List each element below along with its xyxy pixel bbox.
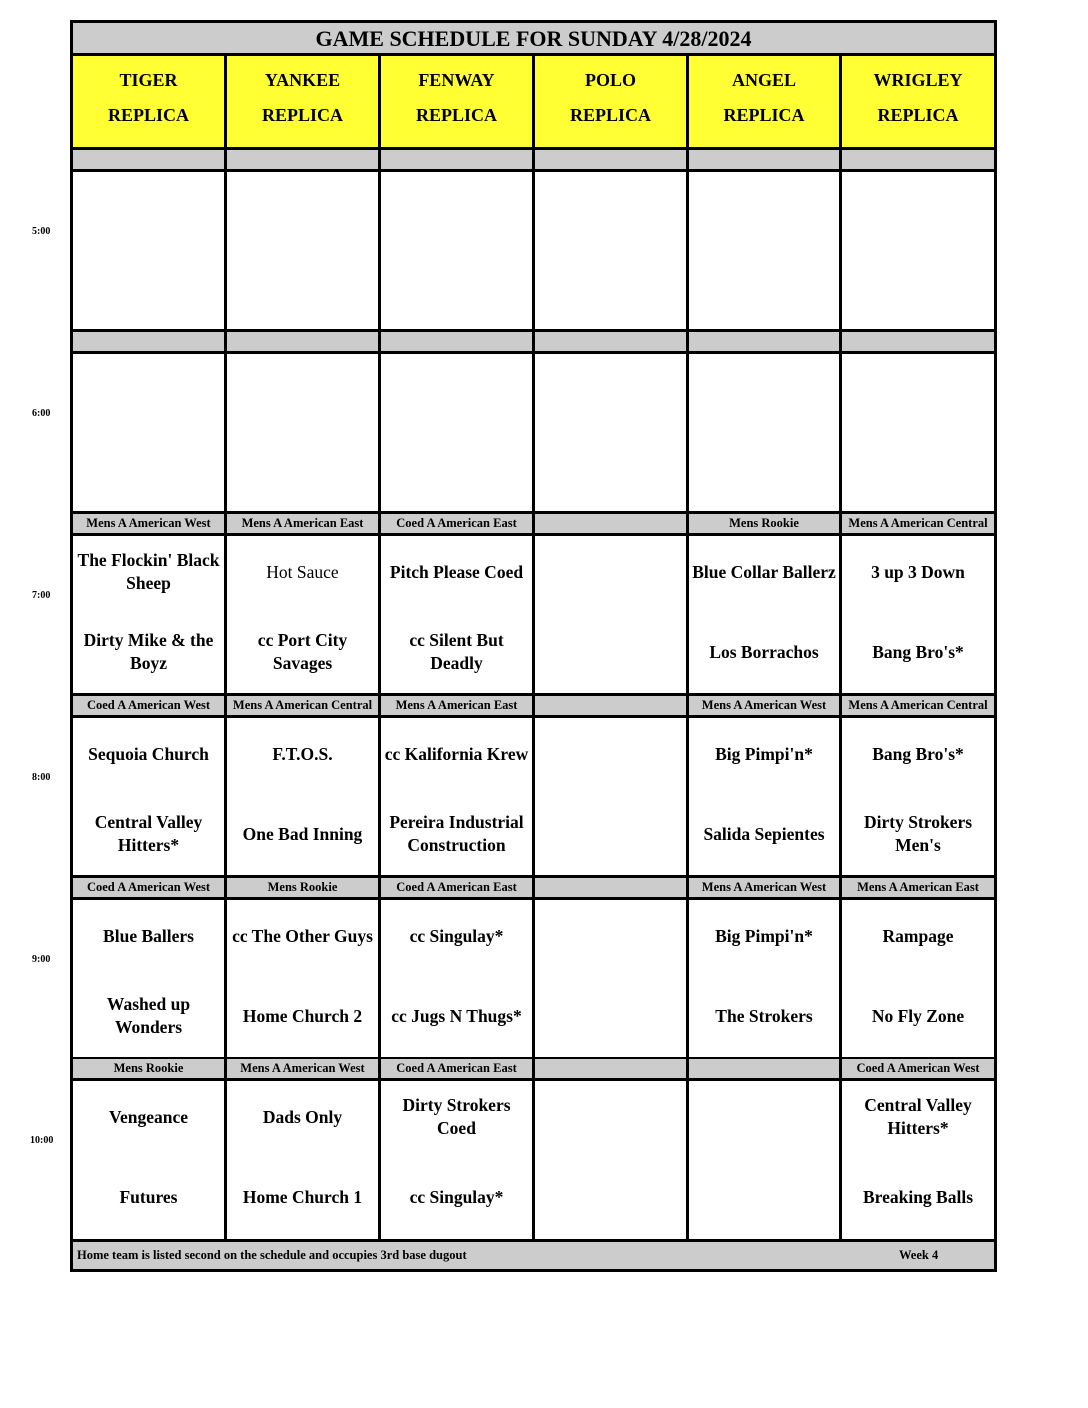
team-name: Dirty Strokers Coed — [402, 1095, 511, 1138]
away-team — [844, 728, 992, 780]
division-label — [535, 150, 689, 169]
home-team — [537, 990, 684, 1042]
division-label — [381, 150, 535, 169]
away-team — [383, 182, 530, 234]
game-cell — [381, 718, 535, 875]
game-cell — [689, 1081, 842, 1239]
home-team — [537, 626, 684, 678]
division-label: Mens A American East — [381, 696, 535, 715]
field-name: ANGEL — [731, 70, 796, 90]
team-name: Home Church 1 — [242, 1186, 363, 1207]
away-team — [844, 182, 992, 234]
home-team — [691, 990, 837, 1042]
game-cell — [227, 900, 381, 1057]
away-team — [844, 1091, 992, 1143]
footer — [73, 1242, 994, 1269]
home-team — [75, 444, 222, 496]
away-team — [229, 182, 376, 234]
away-team — [844, 546, 992, 598]
division-label — [227, 150, 381, 169]
home-team — [844, 990, 992, 1042]
home-team — [691, 808, 837, 860]
home-team — [75, 808, 222, 860]
team-name: cc Singulay* — [409, 1186, 504, 1207]
home-team — [229, 1171, 376, 1223]
division-label — [689, 332, 842, 351]
division-label — [535, 1059, 689, 1078]
team-name: Central Valley Hitters* — [864, 1095, 972, 1138]
game-cell — [227, 536, 381, 693]
game-cell — [535, 900, 689, 1057]
team-name: Pereira Industrial Construction — [389, 812, 524, 855]
division-label: Mens Rookie — [227, 878, 381, 897]
home-team — [844, 444, 992, 496]
division-label: Coed A American West — [73, 878, 227, 897]
home-team — [229, 990, 376, 1042]
division-label — [381, 332, 535, 351]
division-label: Coed A American East — [381, 878, 535, 897]
home-team — [537, 808, 684, 860]
team-name: Pitch Please Coed — [389, 561, 524, 582]
footer-note: Home team is listed second on the schedule and occupies 3rd base dugout — [77, 1248, 467, 1262]
game-cell — [73, 536, 227, 693]
team-name: The Strokers — [715, 1005, 813, 1026]
game-cell — [535, 718, 689, 875]
game-cell — [689, 354, 842, 511]
team-name: Rampage — [882, 925, 954, 946]
game-cell — [381, 1081, 535, 1239]
game-cell — [73, 718, 227, 875]
field-subtitle: REPLICA — [569, 105, 651, 125]
division-band — [73, 696, 994, 718]
away-team — [844, 364, 992, 416]
home-team — [383, 444, 530, 496]
team-name: Dirty Mike & the Boyz — [83, 630, 214, 673]
division-label: Mens Rookie — [689, 514, 842, 533]
away-team — [383, 1091, 530, 1143]
game-cell — [73, 354, 227, 511]
division-band — [73, 150, 994, 172]
away-team — [691, 728, 837, 780]
home-team — [75, 626, 222, 678]
away-team — [229, 1091, 376, 1143]
away-team — [537, 182, 684, 234]
away-team — [537, 910, 684, 962]
home-team — [383, 990, 530, 1042]
away-team — [75, 182, 222, 234]
away-team — [229, 546, 376, 598]
away-team — [75, 364, 222, 416]
home-team — [691, 626, 837, 678]
game-cell — [842, 1081, 994, 1239]
division-label: Coed A American West — [73, 696, 227, 715]
division-label — [842, 332, 994, 351]
division-label: Mens A American West — [689, 696, 842, 715]
time-label: 8:00 — [32, 772, 51, 783]
away-team — [229, 364, 376, 416]
team-name: Dirty Strokers Men's — [863, 812, 973, 855]
home-team — [844, 262, 992, 314]
team-name: Salida Sepientes — [703, 823, 825, 844]
game-cell — [73, 1081, 227, 1239]
home-team — [229, 262, 376, 314]
team-name: Blue Collar Ballerz — [692, 561, 836, 582]
away-team — [691, 364, 837, 416]
team-name: Central Valley Hitters* — [94, 812, 203, 855]
game-cell — [535, 354, 689, 511]
away-team — [537, 728, 684, 780]
team-name: Home Church 2 — [242, 1005, 363, 1026]
team-name: Washed up Wonders — [106, 994, 191, 1037]
game-cell — [381, 536, 535, 693]
division-label — [535, 332, 689, 351]
division-label — [689, 1059, 842, 1078]
division-label — [689, 150, 842, 169]
home-team — [691, 444, 837, 496]
schedule-sheet — [70, 20, 997, 1272]
field-header-row — [73, 56, 994, 150]
game-cell — [535, 536, 689, 693]
field-header-1 — [227, 56, 381, 147]
team-name: cc Port City Savages — [257, 630, 348, 673]
field-header-4 — [689, 56, 842, 147]
division-label: Mens A American West — [73, 514, 227, 533]
game-cell — [227, 172, 381, 329]
field-name: FENWAY — [418, 70, 495, 90]
game-cell — [227, 354, 381, 511]
field-subtitle: REPLICA — [107, 105, 189, 125]
away-team — [844, 910, 992, 962]
division-band — [73, 1059, 994, 1081]
division-label: Coed A American East — [381, 1059, 535, 1078]
game-cell — [842, 900, 994, 1057]
division-label: Mens A American Central — [227, 696, 381, 715]
away-team — [75, 728, 222, 780]
division-label: Mens A American West — [227, 1059, 381, 1078]
field-name: POLO — [584, 70, 636, 90]
page-title: GAME SCHEDULE FOR SUNDAY 4/28/2024 — [73, 23, 994, 56]
home-team — [229, 808, 376, 860]
team-name: cc Jugs N Thugs* — [391, 1005, 522, 1026]
home-team — [844, 1171, 992, 1223]
team-name: Bang Bro's* — [872, 641, 964, 662]
division-label: Mens A American East — [227, 514, 381, 533]
home-team — [691, 262, 837, 314]
team-name: The Flockin' Black Sheep — [77, 550, 220, 593]
time-label: 6:00 — [32, 408, 51, 419]
field-header-2 — [381, 56, 535, 147]
game-cell — [535, 172, 689, 329]
division-band — [73, 332, 994, 354]
game-cell — [227, 718, 381, 875]
game-cell — [381, 172, 535, 329]
team-name: No Fly Zone — [871, 1005, 965, 1026]
away-team — [537, 364, 684, 416]
time-label: 10:00 — [30, 1135, 54, 1146]
home-team — [537, 1171, 684, 1223]
away-team — [229, 910, 376, 962]
team-name: Futures — [119, 1186, 178, 1207]
division-label: Mens A American Central — [842, 696, 994, 715]
team-name: Dads Only — [262, 1106, 343, 1127]
game-cell — [227, 1081, 381, 1239]
division-label: Mens A American Central — [842, 514, 994, 533]
home-team — [75, 1171, 222, 1223]
division-band — [73, 878, 994, 900]
game-cell — [842, 172, 994, 329]
team-name: 3 up 3 Down — [871, 561, 965, 582]
time-slot-row — [73, 354, 994, 514]
away-team — [229, 728, 376, 780]
time-slot-row — [73, 1081, 994, 1242]
team-name: Big Pimpi'n* — [715, 925, 813, 946]
away-team — [691, 546, 837, 598]
division-label: Mens A American West — [689, 878, 842, 897]
team-name: cc Kalifornia Krew — [384, 743, 529, 764]
division-label — [73, 332, 227, 351]
team-name: cc The Other Guys — [232, 925, 373, 946]
team-name: Hot Sauce — [266, 561, 339, 582]
game-cell — [842, 718, 994, 875]
division-label: Coed A American West — [842, 1059, 994, 1078]
time-label: 7:00 — [32, 590, 51, 601]
game-cell — [689, 900, 842, 1057]
game-cell — [73, 900, 227, 1057]
game-cell — [842, 536, 994, 693]
field-name: WRIGLEY — [873, 70, 963, 90]
game-cell — [689, 536, 842, 693]
home-team — [844, 808, 992, 860]
field-header-5 — [842, 56, 994, 147]
time-label: 9:00 — [32, 954, 51, 965]
away-team — [691, 910, 837, 962]
team-name: Blue Ballers — [103, 925, 194, 946]
division-label — [227, 332, 381, 351]
field-name: TIGER — [119, 70, 178, 90]
division-label: Mens A American East — [842, 878, 994, 897]
home-team — [75, 262, 222, 314]
away-team — [691, 1091, 837, 1143]
team-name: Breaking Balls — [862, 1186, 974, 1207]
game-cell — [689, 718, 842, 875]
field-subtitle: REPLICA — [261, 105, 343, 125]
home-team — [537, 444, 684, 496]
away-team — [537, 1091, 684, 1143]
team-name: F.T.O.S. — [272, 743, 333, 764]
away-team — [383, 910, 530, 962]
division-label — [535, 696, 689, 715]
field-header-3 — [535, 56, 689, 147]
team-name: Los Borrachos — [709, 641, 819, 662]
away-team — [383, 546, 530, 598]
division-label — [842, 150, 994, 169]
team-name: cc Singulay* — [409, 925, 504, 946]
time-slot-row — [73, 900, 994, 1060]
game-cell — [535, 1081, 689, 1239]
field-subtitle: REPLICA — [415, 105, 497, 125]
field-subtitle: REPLICA — [723, 105, 805, 125]
team-name: Big Pimpi'n* — [715, 743, 813, 764]
away-team — [537, 546, 684, 598]
game-cell — [73, 172, 227, 329]
time-label: 5:00 — [32, 226, 51, 237]
home-team — [229, 626, 376, 678]
game-cell — [689, 172, 842, 329]
week-label: Week 4 — [899, 1248, 939, 1262]
home-team — [383, 262, 530, 314]
game-cell — [381, 354, 535, 511]
time-slot-row — [73, 536, 994, 696]
away-team — [691, 182, 837, 234]
field-name: YANKEE — [264, 70, 341, 90]
away-team — [75, 1091, 222, 1143]
home-team — [537, 262, 684, 314]
home-team — [383, 1171, 530, 1223]
game-cell — [381, 900, 535, 1057]
division-band — [73, 514, 994, 536]
team-name: Bang Bro's* — [872, 743, 964, 764]
time-slot-row — [73, 718, 994, 878]
game-cell — [842, 354, 994, 511]
home-team — [383, 808, 530, 860]
time-slot-row — [73, 172, 994, 332]
division-label: Mens Rookie — [73, 1059, 227, 1078]
away-team — [383, 728, 530, 780]
away-team — [75, 546, 222, 598]
field-subtitle: REPLICA — [877, 105, 959, 125]
team-name: cc Silent But Deadly — [409, 630, 504, 673]
home-team — [75, 990, 222, 1042]
division-label — [535, 514, 689, 533]
away-team — [75, 910, 222, 962]
home-team — [383, 626, 530, 678]
division-label — [535, 878, 689, 897]
division-label — [73, 150, 227, 169]
away-team — [383, 364, 530, 416]
field-header-0 — [73, 56, 227, 147]
team-name: Sequoia Church — [88, 743, 209, 764]
home-team — [691, 1171, 837, 1223]
home-team — [229, 444, 376, 496]
team-name: Vengeance — [108, 1106, 189, 1127]
team-name: One Bad Inning — [242, 823, 363, 844]
home-team — [844, 626, 992, 678]
division-label: Coed A American East — [381, 514, 535, 533]
